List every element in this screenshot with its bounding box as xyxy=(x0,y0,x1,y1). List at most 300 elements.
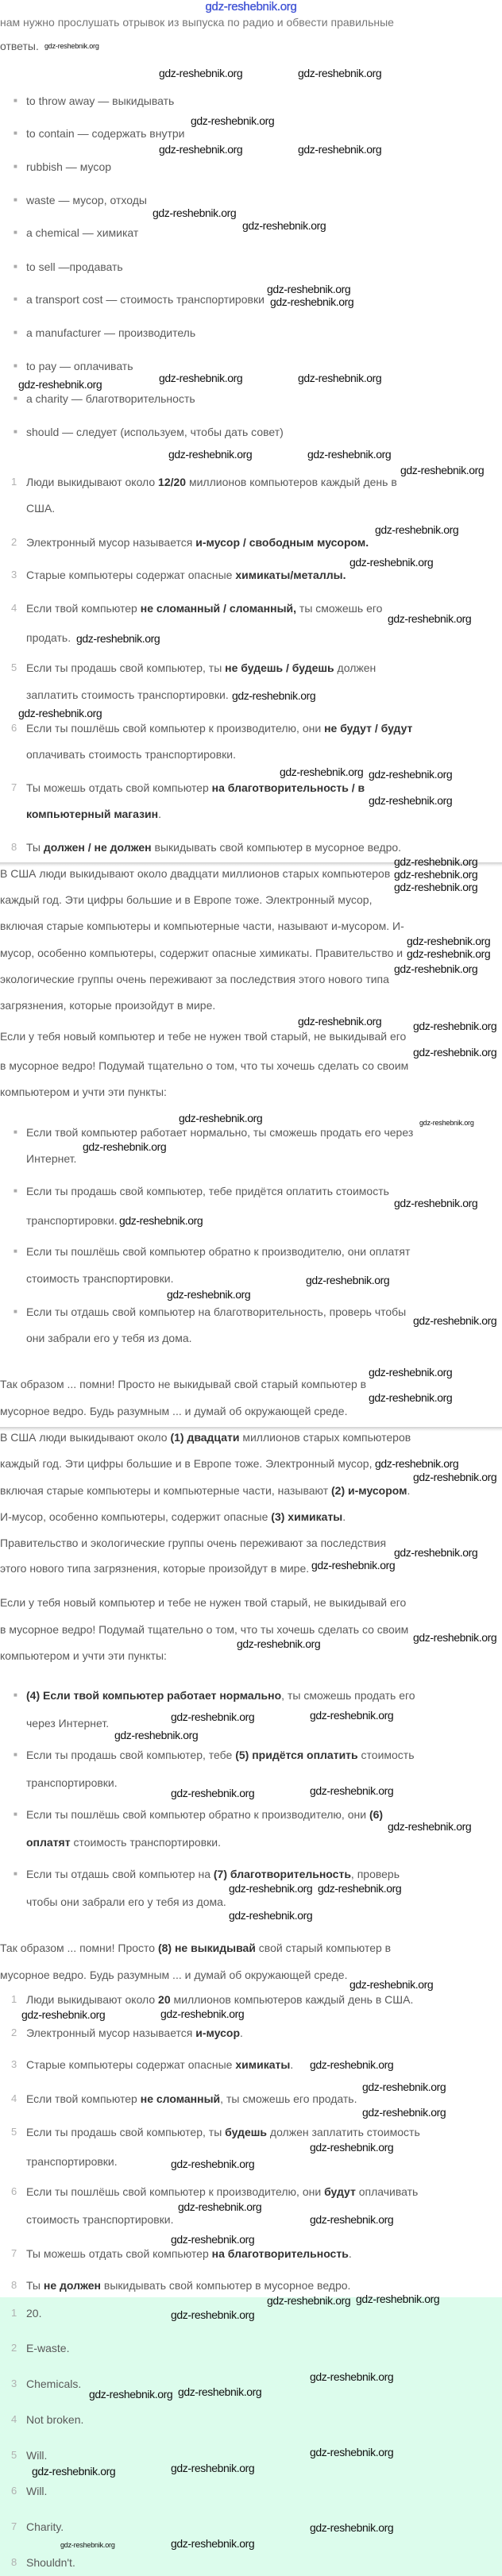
bullet-item-line xyxy=(26,94,174,108)
watermark: gdz-reshebnik.org xyxy=(388,1820,472,1833)
text-segment: . xyxy=(348,2247,352,2260)
watermark: gdz-reshebnik.org xyxy=(394,881,478,893)
bullet-item-line xyxy=(26,1807,383,1822)
bullet-item-line xyxy=(26,391,195,406)
watermark: gdz-reshebnik.org xyxy=(60,2541,115,2549)
watermark: gdz-reshebnik.org xyxy=(349,556,434,569)
text-segment: Ты можешь отдать свой компьютер xyxy=(26,2247,212,2260)
item-number: 5 xyxy=(11,2449,17,2461)
text-segment: a charity — благотворительность xyxy=(26,392,195,405)
item-number: 8 xyxy=(11,841,17,853)
text-segment: мусорное ведро. Будь разумным ... и думай об окружающей среде. xyxy=(0,1969,348,1981)
text-segment: Ты xyxy=(26,841,44,854)
text-segment: Ты xyxy=(26,2279,44,2292)
text-segment: . xyxy=(342,1510,346,1523)
bullet-item-line xyxy=(26,1305,406,1319)
watermark: gdz-reshebnik.org xyxy=(270,295,354,308)
watermark: gdz-reshebnik.org xyxy=(310,2058,394,2071)
site-watermark-header: gdz-reshebnik.org xyxy=(205,0,297,13)
watermark: gdz-reshebnik.org xyxy=(318,1882,402,1895)
numbered-item-line xyxy=(26,631,71,645)
watermark: gdz-reshebnik.org xyxy=(394,962,478,975)
text-segment: в мусорное ведро! Подумай тщательно о том, что ты хочешь сделать со своим xyxy=(0,1623,409,1636)
bullet-icon: ■ xyxy=(14,1870,17,1877)
watermark: gdz-reshebnik.org xyxy=(89,2388,173,2401)
watermark: gdz-reshebnik.org xyxy=(232,689,316,702)
text-segment: Если ты продашь свой компьютер, ты xyxy=(26,661,226,674)
watermark: gdz-reshebnik.org xyxy=(267,2294,351,2307)
text-segment: ты сможешь его xyxy=(296,602,383,615)
text-segment: Так образом ... помни! Просто xyxy=(0,1942,158,1954)
item-number: 6 xyxy=(11,2485,17,2497)
watermark: gdz-reshebnik.org xyxy=(153,206,237,219)
text-segment: to pay — оплачивать xyxy=(26,360,133,372)
text-segment: включая старые компьютеры и компьютерные части, называют и-мусором. И- xyxy=(0,920,404,932)
answer-highlight: на благотворительность / в xyxy=(211,781,365,794)
text-segment: выкидывать свой компьютер в мусорное ведро. xyxy=(151,841,402,854)
text-segment: rubbish — мусор xyxy=(26,160,112,173)
text-segment: они забрали его у тебя из дома. xyxy=(26,1332,192,1344)
watermark: gdz-reshebnik.org xyxy=(171,1710,255,1723)
paragraph-line xyxy=(0,1456,372,1471)
text-segment: , ты сможешь продать его xyxy=(281,1689,415,1702)
bullet-item-line xyxy=(26,1895,226,1909)
paragraph-line xyxy=(0,1404,347,1418)
watermark: gdz-reshebnik.org xyxy=(394,868,478,881)
numbered-item-line xyxy=(26,2377,81,2391)
text-segment: транспортировки. xyxy=(26,2155,118,2168)
text-segment: выкидывать свой компьютер в мусорное ведро. xyxy=(101,2279,351,2292)
text-segment: should — следует (используем, чтобы дать совет) xyxy=(26,426,284,438)
watermark: gdz-reshebnik.org xyxy=(18,378,102,391)
text-segment: a chemical — химикат xyxy=(26,226,139,239)
answer-highlight: не сломанный xyxy=(140,2092,221,2105)
text-segment: миллионов компьютеров каждый день в США. xyxy=(170,1993,414,2006)
text-segment: компьютером и учти эти пункты: xyxy=(0,1086,167,1098)
bullet-icon: ■ xyxy=(14,263,17,270)
paragraph-line xyxy=(0,1059,408,1073)
item-number: 4 xyxy=(11,602,17,614)
text-segment: нам нужно прослушать отрывок из выпуска по радио и обвести правильные xyxy=(0,16,394,29)
paragraph-line xyxy=(0,866,390,881)
numbered-item-line xyxy=(26,747,236,762)
text-segment: . xyxy=(158,808,161,820)
bullet-item-line xyxy=(26,359,133,373)
watermark: gdz-reshebnik.org xyxy=(349,1978,434,1991)
text-segment: В США люди выкидывают около двадцати миллионов старых компьютеров xyxy=(0,867,391,880)
watermark: gdz-reshebnik.org xyxy=(369,768,453,781)
watermark: gdz-reshebnik.org xyxy=(159,143,243,156)
bullet-icon: ■ xyxy=(14,97,17,104)
text-segment: должен заплатить стоимость xyxy=(267,2126,420,2138)
text-segment: Старые компьютеры содержат опасные xyxy=(26,2058,236,2071)
paragraph-line xyxy=(0,1941,391,1955)
text-segment: экологические группы очень переживают за последствия этого нового типа xyxy=(0,973,389,985)
watermark: gdz-reshebnik.org xyxy=(298,372,382,384)
text-segment: продать. xyxy=(26,631,71,644)
text-segment: Если ты продашь свой компьютер, тебе придётся оплатить стоимость xyxy=(26,1185,389,1197)
text-segment: В США люди выкидывают около xyxy=(0,1431,171,1444)
watermark: gdz-reshebnik.org xyxy=(310,1709,394,1722)
answer-highlight: (6) xyxy=(369,1808,384,1821)
paragraph-line xyxy=(0,1622,408,1637)
answer-highlight: химикаты/металлы. xyxy=(235,569,346,581)
watermark: gdz-reshebnik.org xyxy=(400,464,485,476)
text-segment: 20. xyxy=(26,2307,42,2320)
text-segment: Если ты пошлёшь свой компьютер обратно к производителю, они xyxy=(26,1808,369,1821)
text-segment: Интернет. xyxy=(26,1152,77,1165)
answer-highlight: (8) не выкидывай xyxy=(157,1942,256,1954)
watermark: gdz-reshebnik.org xyxy=(310,2141,394,2154)
paragraph-line xyxy=(0,946,403,960)
numbered-item-line xyxy=(26,2448,47,2462)
text-segment: Если ты продашь свой компьютер, ты xyxy=(26,2126,226,2138)
watermark: gdz-reshebnik.org xyxy=(375,1457,459,1470)
watermark: gdz-reshebnik.org xyxy=(191,114,275,127)
watermark: gdz-reshebnik.org xyxy=(394,1197,478,1209)
text-segment: Если твой компьютер работает нормально, ты сможешь продать его через xyxy=(26,1126,414,1139)
watermark: gdz-reshebnik.org xyxy=(32,2465,116,2478)
numbered-item-line xyxy=(26,2026,243,2040)
paragraph-line xyxy=(0,1377,366,1391)
numbered-item-line xyxy=(26,2341,69,2355)
text-segment: Если ты пошлёшь свой компьютер к производителю, они xyxy=(26,2185,325,2198)
bullet-icon: ■ xyxy=(14,395,17,402)
text-segment: Chemicals. xyxy=(26,2377,82,2390)
bullet-item-line xyxy=(26,1271,174,1286)
watermark: gdz-reshebnik.org xyxy=(407,947,491,960)
watermark: gdz-reshebnik.org xyxy=(356,2293,440,2305)
text-segment: оплачивать xyxy=(355,2185,419,2198)
text-segment: этого нового типа загрязнения, которые произойдут в мире. xyxy=(0,1562,310,1575)
paragraph-line xyxy=(0,919,404,933)
numbered-item-line xyxy=(26,2185,418,2199)
watermark: gdz-reshebnik.org xyxy=(168,448,253,461)
watermark: gdz-reshebnik.org xyxy=(18,707,102,719)
text-segment: оплачивать стоимость транспортировки. xyxy=(26,748,236,761)
answer-highlight: не должен xyxy=(43,2279,101,2292)
bullet-item-line xyxy=(26,1776,118,1790)
watermark: gdz-reshebnik.org xyxy=(44,42,99,50)
bullet-item-line xyxy=(26,1748,415,1762)
text-segment: каждый год. Эти цифры большие и в Европе тоже. Электронный мусор, xyxy=(0,1457,373,1470)
item-number: 7 xyxy=(11,2520,17,2532)
text-segment: чтобы они забрали его у тебя из дома. xyxy=(26,1895,226,1908)
text-segment: стоимость транспортировки. xyxy=(70,1836,221,1849)
watermark: gdz-reshebnik.org xyxy=(311,1559,396,1571)
paragraph-line xyxy=(0,972,389,986)
bullet-item-line xyxy=(26,425,284,439)
text-segment: И-мусор, особенно компьютеры, содержит опасные xyxy=(0,1510,272,1523)
answer-highlight: будут xyxy=(324,2185,356,2198)
watermark: gdz-reshebnik.org xyxy=(229,1882,313,1895)
watermark: gdz-reshebnik.org xyxy=(76,632,160,645)
item-number: 3 xyxy=(11,569,17,580)
answer-highlight: будешь xyxy=(225,2126,268,2138)
paragraph-line xyxy=(0,998,215,1012)
answer-highlight: не сломанный / сломанный, xyxy=(140,602,297,615)
bullet-icon: ■ xyxy=(14,163,17,170)
text-segment: миллионов старых компьютеров xyxy=(239,1431,411,1444)
watermark: gdz-reshebnik.org xyxy=(307,448,392,461)
numbered-item-line xyxy=(26,2555,75,2570)
text-segment: Not broken. xyxy=(26,2413,84,2426)
paragraph-line xyxy=(0,39,39,53)
answer-highlight: (4) Если твой компьютер работает нормально xyxy=(26,1689,282,1702)
text-segment: Если ты пошлёшь свой компьютер обратно к производителю, они оплатят xyxy=(26,1245,411,1258)
text-segment: Люди выкидывают около xyxy=(26,1993,159,2006)
numbered-item-line xyxy=(26,2092,357,2106)
answer-highlight: должен / не должен xyxy=(43,841,152,854)
paragraph-line xyxy=(0,1430,411,1444)
item-number: 2 xyxy=(11,536,17,548)
bullet-item-line xyxy=(26,226,138,240)
answer-highlight: не будешь / будешь xyxy=(225,661,334,674)
text-segment: . xyxy=(407,1484,411,1497)
item-number: 5 xyxy=(11,661,17,673)
bullet-item-line xyxy=(26,1244,410,1259)
numbered-item-line xyxy=(26,721,412,735)
bullet-item-line xyxy=(26,1331,192,1345)
text-segment: Электронный мусор называется xyxy=(26,536,196,549)
watermark: gdz-reshebnik.org xyxy=(171,1787,255,1799)
watermark: gdz-reshebnik.org xyxy=(310,1784,394,1797)
text-segment: через Интернет. xyxy=(26,1717,110,1730)
paragraph-line xyxy=(0,893,372,907)
text-segment: должен xyxy=(334,661,376,674)
watermark: gdz-reshebnik.org xyxy=(413,1046,497,1059)
text-segment: стоимость транспортировки. xyxy=(26,1272,174,1285)
text-segment: мусорное ведро. Будь разумным ... и думай об окружающей среде. xyxy=(0,1405,348,1417)
paragraph-line xyxy=(0,1483,410,1498)
answer-highlight: и-мусор xyxy=(195,2026,241,2039)
answer-highlight: компьютерный магазин xyxy=(26,808,159,820)
numbered-item-line xyxy=(26,1992,413,2007)
watermark: gdz-reshebnik.org xyxy=(369,1391,453,1404)
watermark: gdz-reshebnik.org xyxy=(306,1274,390,1286)
numbered-item-line xyxy=(26,501,55,515)
watermark: gdz-reshebnik.org xyxy=(242,219,326,232)
text-segment: Shouldn't. xyxy=(26,2556,75,2569)
text-segment: загрязнения, которые произойдут в мире. xyxy=(0,999,216,1012)
numbered-item-line xyxy=(26,2246,352,2261)
text-segment: Люди выкидывают около xyxy=(26,476,159,488)
text-segment: Если ты отдашь свой компьютер на xyxy=(26,1868,214,1880)
text-segment: Charity. xyxy=(26,2520,64,2533)
watermark: gdz-reshebnik.org xyxy=(394,855,478,868)
watermark: gdz-reshebnik.org xyxy=(394,1546,478,1559)
paragraph-line xyxy=(0,1510,346,1524)
numbered-item-line xyxy=(26,2125,420,2139)
watermark: gdz-reshebnik.org xyxy=(280,765,364,778)
bullet-item-line xyxy=(26,292,265,307)
text-segment: Электронный мусор называется xyxy=(26,2026,196,2039)
text-segment: to throw away — выкидывать xyxy=(26,94,175,107)
watermark: gdz-reshebnik.org xyxy=(362,2106,446,2119)
text-segment: Если ты отдашь свой компьютер на благотворительность, проверь чтобы xyxy=(26,1305,407,1318)
numbered-item-line xyxy=(26,568,346,582)
watermark: gdz-reshebnik.org xyxy=(413,1314,497,1327)
numbered-item-line xyxy=(26,2057,293,2072)
bullet-icon: ■ xyxy=(14,428,17,435)
bullet-item-line xyxy=(26,1835,221,1849)
answer-highlight: на благотворительность xyxy=(211,2247,349,2260)
text-segment: США. xyxy=(26,502,56,515)
text-segment: . xyxy=(290,2058,294,2071)
text-segment: ответы. xyxy=(0,40,39,52)
text-segment: в мусорное ведро! Подумай тщательно о том, что ты хочешь сделать со своим xyxy=(0,1059,409,1072)
text-segment: транспортировки. xyxy=(26,1214,118,1227)
text-segment: Если у тебя новый компьютер и тебе не нужен твой старый, не выкидывай его xyxy=(0,1596,407,1609)
numbered-item-line xyxy=(26,2306,41,2320)
answer-highlight: 12/20 xyxy=(158,476,187,488)
watermark: gdz-reshebnik.org xyxy=(298,1015,382,1028)
numbered-item-line xyxy=(26,601,382,615)
text-segment: каждый год. Эти цифры большие и в Европе тоже. Электронный мусор, xyxy=(0,893,373,906)
numbered-item-line xyxy=(26,2484,47,2498)
bullet-item-line xyxy=(26,1213,118,1228)
watermark: gdz-reshebnik.org xyxy=(310,2446,394,2458)
bullet-item-line xyxy=(26,260,123,274)
bullet-item-line xyxy=(26,193,147,207)
text-segment: компьютером и учти эти пункты: xyxy=(0,1649,167,1662)
bullet-item-line xyxy=(26,126,185,141)
watermark: gdz-reshebnik.org xyxy=(298,67,382,79)
text-segment: транспортировки. xyxy=(26,1776,118,1789)
text-segment: включая старые компьютеры и компьютерные части, называют xyxy=(0,1484,331,1497)
item-number: 8 xyxy=(11,2556,17,2568)
watermark: gdz-reshebnik.org xyxy=(362,2080,446,2093)
answer-highlight: химикаты xyxy=(235,2058,291,2071)
text-segment: a transport cost — стоимость транспортировки xyxy=(26,293,265,306)
bullet-icon: ■ xyxy=(14,362,17,369)
answer-highlight: не будут / будут xyxy=(324,722,413,735)
watermark: gdz-reshebnik.org xyxy=(159,67,243,79)
answers-panel xyxy=(0,2297,502,2576)
watermark: gdz-reshebnik.org xyxy=(229,1909,313,1922)
item-number: 6 xyxy=(11,2185,17,2197)
answer-highlight: и-мусор / свободным мусором. xyxy=(195,536,369,549)
bullet-item-line xyxy=(26,1867,400,1881)
watermark: gdz-reshebnik.org xyxy=(369,1366,453,1379)
watermark: gdz-reshebnik.org xyxy=(171,2537,255,2550)
item-number: 4 xyxy=(11,2092,17,2104)
numbered-item-line xyxy=(26,688,229,702)
bullet-item-line xyxy=(26,1688,415,1703)
paragraph-line xyxy=(0,15,394,29)
watermark: gdz-reshebnik.org xyxy=(388,612,472,625)
text-segment: мусор, особенно компьютеры, содержит опасные химикаты. Правительство и xyxy=(0,947,404,959)
watermark: gdz-reshebnik.org xyxy=(21,2008,106,2021)
watermark: gdz-reshebnik.org xyxy=(171,2462,255,2474)
watermark: gdz-reshebnik.org xyxy=(171,2308,255,2321)
paragraph-line xyxy=(0,1085,167,1099)
text-segment: свой старый компьютер в xyxy=(255,1942,392,1954)
watermark: gdz-reshebnik.org xyxy=(267,283,351,295)
item-number: 6 xyxy=(11,722,17,734)
watermark: gdz-reshebnik.org xyxy=(369,794,453,807)
text-segment: , проверь xyxy=(350,1868,400,1880)
numbered-item-line xyxy=(26,840,401,854)
text-segment: стоимость xyxy=(357,1749,415,1761)
watermark: gdz-reshebnik.org xyxy=(419,1119,474,1127)
watermark: gdz-reshebnik.org xyxy=(375,523,459,536)
bullet-item-line xyxy=(26,1151,76,1166)
text-segment: waste — мусор, отходы xyxy=(26,194,147,206)
watermark: gdz-reshebnik.org xyxy=(310,2370,394,2383)
watermark: gdz-reshebnik.org xyxy=(298,143,382,156)
watermark: gdz-reshebnik.org xyxy=(407,935,491,947)
text-segment: a manufacturer — производитель xyxy=(26,326,196,339)
item-number: 3 xyxy=(11,2377,17,2389)
item-number: 1 xyxy=(11,1993,17,2005)
item-number: 5 xyxy=(11,2126,17,2138)
bullet-icon: ■ xyxy=(14,295,17,303)
text-segment: миллионов компьютеров каждый день в xyxy=(186,476,397,488)
answer-highlight: (1) двадцати xyxy=(170,1431,240,1444)
watermark: gdz-reshebnik.org xyxy=(310,2521,394,2534)
watermark: gdz-reshebnik.org xyxy=(178,2200,262,2213)
bullet-icon: ■ xyxy=(14,1751,17,1758)
text-segment: Если ты продашь свой компьютер, тебе xyxy=(26,1749,236,1761)
bullet-icon: ■ xyxy=(14,229,17,236)
watermark: gdz-reshebnik.org xyxy=(171,2233,255,2246)
item-number: 2 xyxy=(11,2026,17,2038)
watermark: gdz-reshebnik.org xyxy=(179,1112,263,1124)
answer-highlight: (5) придётся оплатить xyxy=(235,1749,358,1761)
numbered-item-line xyxy=(26,2412,83,2427)
text-segment: to sell —продавать xyxy=(26,260,123,273)
watermark: gdz-reshebnik.org xyxy=(160,2007,245,2020)
bullet-icon: ■ xyxy=(14,1187,17,1194)
item-number: 7 xyxy=(11,781,17,793)
bullet-item-line xyxy=(26,326,195,340)
text-segment: E-waste. xyxy=(26,2342,70,2354)
watermark: gdz-reshebnik.org xyxy=(119,1214,203,1227)
text-segment: Если твой компьютер xyxy=(26,602,141,615)
bullet-icon: ■ xyxy=(14,1128,17,1136)
bullet-icon: ■ xyxy=(14,196,17,203)
text-segment: Если у тебя новый компьютер и тебе не нужен твой старый, не выкидывай его xyxy=(0,1030,407,1043)
item-number: 3 xyxy=(11,2058,17,2070)
bullet-icon: ■ xyxy=(14,1691,17,1699)
item-number: 1 xyxy=(11,2307,17,2319)
numbered-item-line xyxy=(26,781,365,795)
text-segment: Если твой компьютер xyxy=(26,2092,141,2105)
bullet-item-line xyxy=(26,1125,413,1140)
bullet-icon: ■ xyxy=(14,329,17,336)
numbered-item-line xyxy=(26,535,369,550)
paragraph-line xyxy=(0,1029,406,1043)
numbered-item-line xyxy=(26,661,376,675)
item-number: 4 xyxy=(11,2413,17,2425)
watermark: gdz-reshebnik.org xyxy=(310,2213,394,2226)
text-segment: Will. xyxy=(26,2449,48,2462)
text-segment: Ты можешь отдать свой компьютер xyxy=(26,781,212,794)
text-segment: Правительство и экологические группы очень переживают за последствия xyxy=(0,1537,387,1549)
bullet-icon: ■ xyxy=(14,1248,17,1255)
watermark: gdz-reshebnik.org xyxy=(413,1471,497,1483)
watermark: gdz-reshebnik.org xyxy=(167,1288,251,1301)
numbered-item-line xyxy=(26,807,161,821)
watermark: gdz-reshebnik.org xyxy=(237,1637,321,1650)
watermark: gdz-reshebnik.org xyxy=(159,372,243,384)
paragraph-line xyxy=(0,1561,309,1575)
answer-highlight: (7) благотворительность xyxy=(213,1868,351,1880)
text-segment: to contain — содержать внутри xyxy=(26,127,185,140)
watermark: gdz-reshebnik.org xyxy=(178,2385,262,2398)
bullet-icon: ■ xyxy=(14,129,17,137)
